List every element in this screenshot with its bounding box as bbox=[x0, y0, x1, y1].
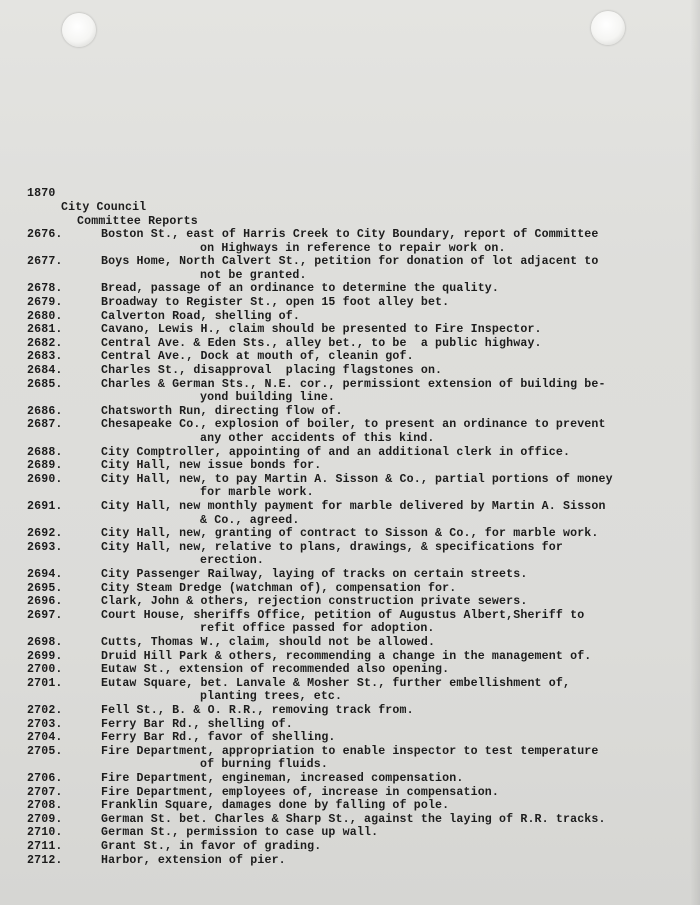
entry-number: 2705. bbox=[27, 744, 63, 758]
entry-number: 2710. bbox=[27, 826, 63, 840]
entry-number: 2693. bbox=[27, 540, 63, 554]
punch-hole-left bbox=[62, 13, 96, 47]
entry-text: Ferry Bar Rd., shelling of. bbox=[101, 717, 293, 731]
entry-number: 2676. bbox=[27, 228, 63, 241]
entry-number: 2706. bbox=[27, 772, 63, 785]
entry-number: 2695. bbox=[27, 581, 63, 595]
entry-text: Central Ave., Dock at mouth of, cleanin gof. bbox=[101, 350, 414, 364]
entry-number: 2703. bbox=[27, 717, 63, 731]
entry-text: Grant St., in favor of grading. bbox=[101, 840, 322, 853]
entry-text: City Hall, new issue bonds for. bbox=[101, 459, 322, 473]
entry-text: Eutaw St., extension of recommended also opening. bbox=[101, 663, 450, 677]
entry-continuation: refit office passed for adoption. bbox=[200, 622, 435, 636]
entry-continuation: not be granted. bbox=[200, 268, 307, 282]
entry-text: Boys Home, North Calvert St., petition for donation of lot adjacent to bbox=[101, 255, 599, 269]
entry-number: 2707. bbox=[27, 785, 63, 799]
entry-number: 2685. bbox=[27, 377, 63, 391]
entry-text: Druid Hill Park & others, recommending a change in the management of. bbox=[101, 649, 592, 663]
entry-text: Charles St., disapproval placing flagstones on. bbox=[101, 364, 443, 377]
entry-continuation: planting trees, etc. bbox=[200, 690, 343, 704]
entry-text: Eutaw Square, bet. Lanvale & Mosher St., further embellishment of, bbox=[101, 676, 571, 690]
entry-text: City Hall, new, granting of contract to Sisson & Co., for marble work. bbox=[101, 527, 599, 541]
entry-number: 2699. bbox=[27, 649, 63, 663]
entry-number: 2701. bbox=[27, 676, 63, 690]
entry-text: City Comptroller, appointing of and an additional clerk in office. bbox=[101, 445, 571, 459]
entry-number: 2702. bbox=[27, 704, 63, 717]
entry-number: 2698. bbox=[27, 636, 63, 649]
entry-continuation: of burning fluids. bbox=[200, 758, 328, 772]
entry-number: 2690. bbox=[27, 472, 63, 486]
entry-text: Cavano, Lewis H., claim should be presented to Fire Inspector. bbox=[101, 323, 542, 337]
entry-text: City Passenger Railway, laying of tracks on certain streets. bbox=[101, 568, 528, 581]
entry-number: 2686. bbox=[27, 404, 63, 418]
entry-text: Boston St., east of Harris Creek to City Boundary, report of Committee bbox=[101, 228, 599, 241]
entry-number: 2681. bbox=[27, 323, 63, 337]
punch-hole-right bbox=[591, 11, 625, 45]
entry-text: Chatsworth Run, directing flow of. bbox=[101, 404, 343, 418]
entry-text: Calverton Road, shelling of. bbox=[101, 309, 301, 323]
entry-text: Franklin Square, damages done by falling of pole. bbox=[101, 799, 450, 813]
entry-number: 2704. bbox=[27, 731, 63, 745]
entry-continuation: on Highways in reference to repair work on. bbox=[200, 241, 506, 255]
entry-continuation: any other accidents of this kind. bbox=[200, 432, 435, 445]
entry-text: Clark, John & others, rejection construction private sewers. bbox=[101, 595, 528, 609]
entry-text: Central Ave. & Eden Sts., alley bet., to be a public highway. bbox=[101, 336, 542, 350]
entry-text: Cutts, Thomas W., claim, should not be allowed. bbox=[101, 636, 436, 649]
header-year: 1870 bbox=[27, 187, 56, 200]
entry-text: Harbor, extension of pier. bbox=[101, 853, 286, 867]
entry-text: Broadway to Register St., open 15 foot alley bet. bbox=[101, 296, 450, 309]
entry-number: 2684. bbox=[27, 364, 63, 377]
entry-text: City Hall, new monthly payment for marble delivered by Martin A. Sisson bbox=[101, 500, 606, 513]
entry-continuation: for marble work. bbox=[200, 486, 314, 500]
entry-continuation: erection. bbox=[200, 554, 264, 568]
entry-number: 2680. bbox=[27, 309, 63, 323]
entry-number: 2682. bbox=[27, 336, 63, 350]
entry-text: Fire Department, engineman, increased compensation. bbox=[101, 772, 464, 785]
entry-text: Fire Department, appropriation to enable inspector to test temperature bbox=[101, 744, 599, 758]
entry-number: 2687. bbox=[27, 418, 63, 432]
entry-number: 2711. bbox=[27, 840, 63, 853]
entry-number: 2692. bbox=[27, 527, 63, 541]
page-edge-shadow bbox=[690, 0, 700, 905]
entry-text: Chesapeake Co., explosion of boiler, to present an ordinance to prevent bbox=[101, 418, 606, 432]
entry-continuation: & Co., agreed. bbox=[200, 513, 300, 527]
entry-text: City Hall, new, to pay Martin A. Sisson & Co., partial portions of money bbox=[101, 472, 613, 486]
entry-text: German St., permission to case up wall. bbox=[101, 826, 379, 840]
entry-number: 2691. bbox=[27, 500, 63, 513]
entry-number: 2688. bbox=[27, 445, 63, 459]
entry-text: City Steam Dredge (watchman of), compensation for. bbox=[101, 581, 457, 595]
entry-text: Charles & German Sts., N.E. cor., permissiont extension of building be- bbox=[101, 377, 606, 391]
entry-text: Court House, sheriffs Office, petition of Augustus Albert,Sheriff to bbox=[101, 608, 585, 622]
entry-text: Ferry Bar Rd., favor of shelling. bbox=[101, 731, 336, 745]
header-body: City Council bbox=[61, 201, 147, 214]
entry-text: Fell St., B. & O. R.R., removing track from. bbox=[101, 704, 414, 717]
header-section: Committee Reports bbox=[77, 215, 198, 228]
entry-text: Fire Department, employees of, increase in compensation. bbox=[101, 785, 500, 799]
entry-continuation: yond building line. bbox=[200, 391, 336, 405]
entry-number: 2697. bbox=[27, 608, 63, 622]
entry-number: 2712. bbox=[27, 853, 63, 867]
entry-number: 2683. bbox=[27, 350, 63, 364]
entry-number: 2677. bbox=[27, 255, 63, 269]
entry-number: 2689. bbox=[27, 459, 63, 473]
entry-text: German St. bet. Charles & Sharp St., against the laying of R.R. tracks. bbox=[101, 812, 606, 826]
entry-text: Bread, passage of an ordinance to determine the quality. bbox=[101, 282, 500, 296]
entry-number: 2678. bbox=[27, 282, 63, 296]
entry-text: City Hall, new, relative to plans, drawings, & specifications for bbox=[101, 540, 563, 554]
entry-number: 2694. bbox=[27, 568, 63, 581]
entry-number: 2709. bbox=[27, 812, 63, 826]
entry-number: 2679. bbox=[27, 296, 63, 309]
entry-number: 2708. bbox=[27, 799, 63, 813]
entry-number: 2700. bbox=[27, 663, 63, 677]
entry-number: 2696. bbox=[27, 595, 63, 609]
